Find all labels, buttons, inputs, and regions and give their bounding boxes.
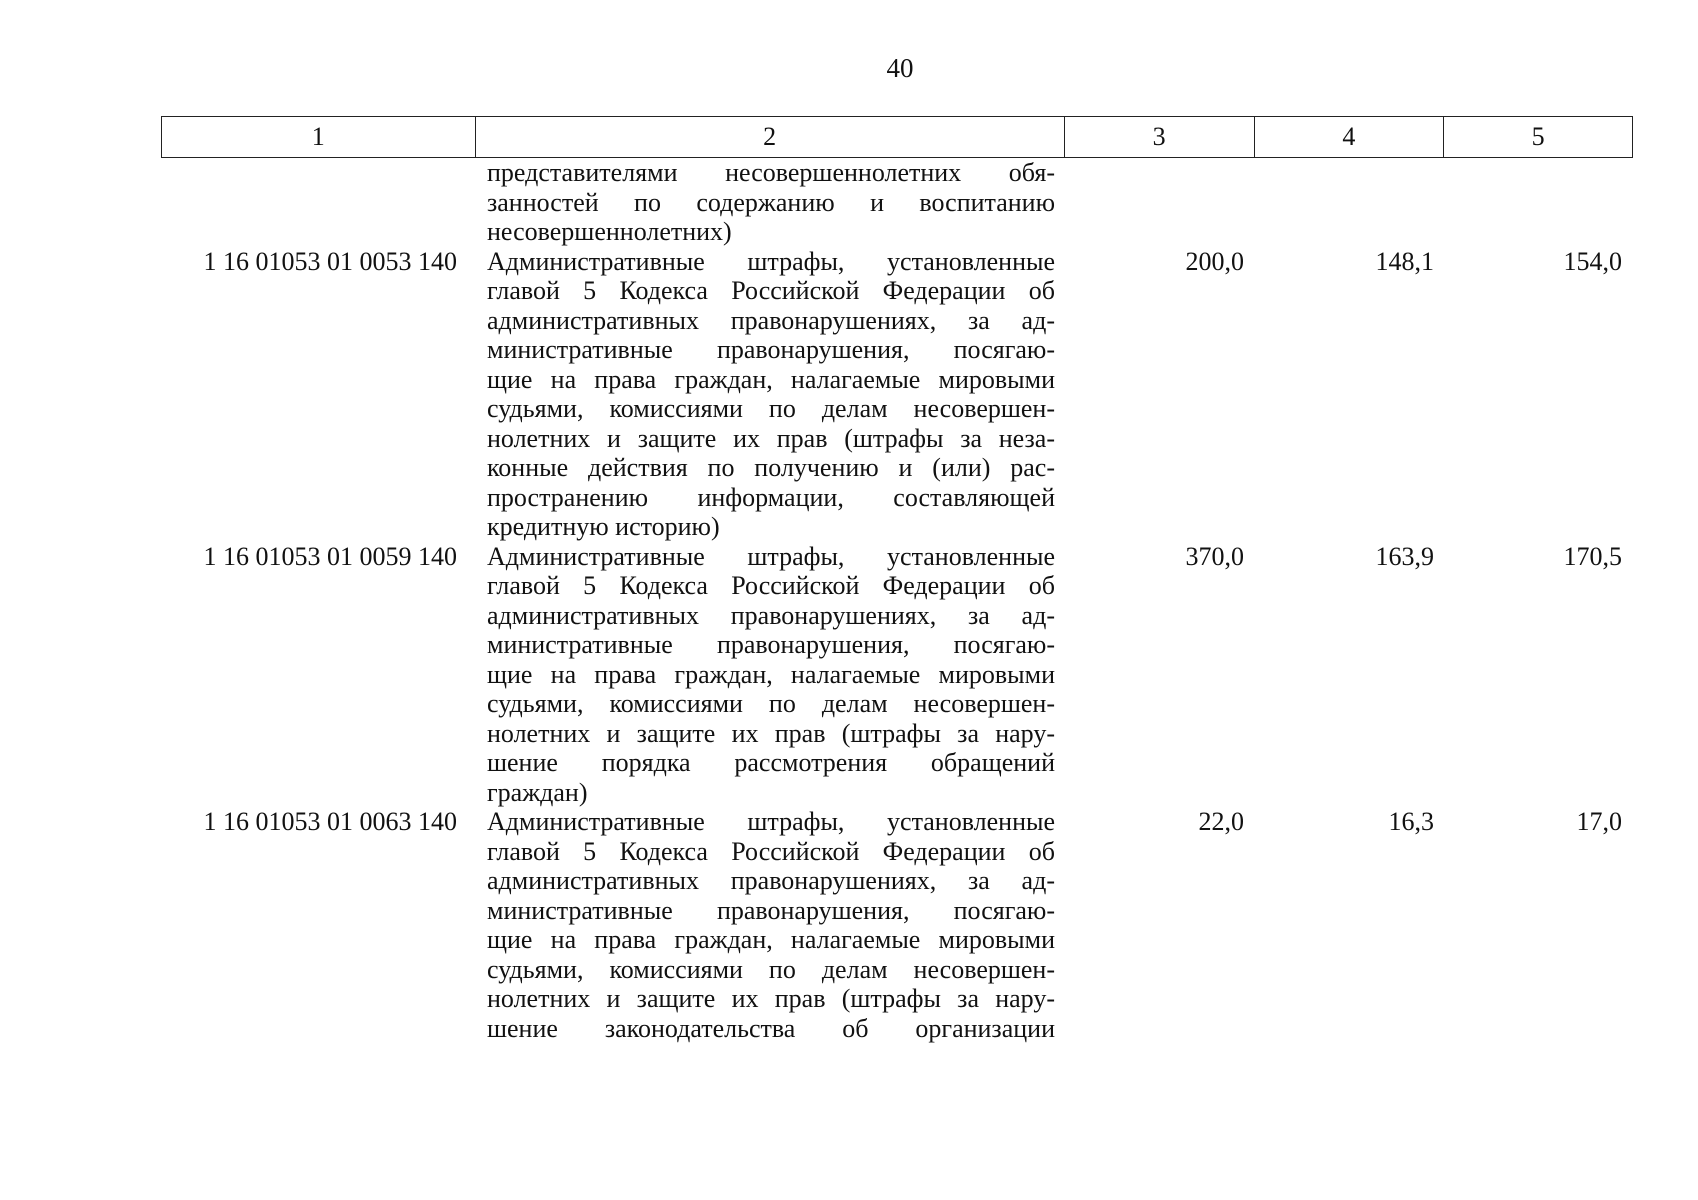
row-code: 1 16 01053 01 0053 140 <box>203 246 457 276</box>
header-col-4: 4 <box>1255 117 1445 157</box>
description-line: несовершеннолетних) <box>487 217 732 246</box>
description-line: шение порядка рассмотрения обращений <box>487 748 1055 777</box>
row-value-5: 154,0 <box>1563 246 1622 276</box>
description-line: представителями несовершеннолетних обя- <box>487 158 1055 187</box>
row-value-5: 170,5 <box>1563 541 1622 571</box>
description-line: пространению информации, составляющей <box>487 482 1055 512</box>
description-line: Административные штрафы, установленные <box>487 246 1055 276</box>
budget-table <box>161 116 1633 1043</box>
description-line: кредитную историю) <box>487 512 720 541</box>
description-line: нолетних и защите их прав (штрафы за неза- <box>487 423 1055 453</box>
description-line: административных правонарушениях, за ад- <box>487 600 1055 630</box>
table-row <box>161 807 1633 1043</box>
description-line: Административные штрафы, установленные <box>487 541 1055 571</box>
description-line: занностей по содержанию и воспитанию <box>487 187 1055 217</box>
description-line: судьями, комиссиями по делам несовершен- <box>487 689 1055 718</box>
row-description <box>475 542 1065 808</box>
description-line: судьями, комиссиями по делам несовершен- <box>487 954 1055 984</box>
row-value-4: 163,9 <box>1375 541 1434 571</box>
description-line: щие на права граждан, налагаемые мировыми <box>487 659 1055 689</box>
page-number: 40 <box>886 53 914 83</box>
description-line: щие на права граждан, налагаемые мировыми <box>487 364 1055 394</box>
table-header-row <box>161 116 1633 158</box>
row-description <box>475 158 1065 247</box>
row-value-3: 200,0 <box>1185 246 1244 276</box>
row-description <box>475 807 1065 1043</box>
description-line: судьями, комиссиями по делам несовершен- <box>487 394 1055 423</box>
table-row <box>161 542 1633 808</box>
description-line: главой 5 Кодекса Российской Федерации об <box>487 836 1055 866</box>
description-line: нолетних и защите их прав (штрафы за нару- <box>487 718 1055 748</box>
description-line: министративные правонарушения, посягаю- <box>487 335 1055 364</box>
row-value-3: 22,0 <box>1198 807 1244 836</box>
header-col-2: 2 <box>476 117 1065 157</box>
description-line: главой 5 Кодекса Российской Федерации об <box>487 571 1055 600</box>
row-description <box>475 247 1065 542</box>
description-line: министративные правонарушения, посягаю- <box>487 630 1055 659</box>
table-row-continuation <box>161 158 1633 247</box>
row-value-3: 370,0 <box>1185 541 1244 571</box>
description-line: административных правонарушениях, за ад- <box>487 866 1055 895</box>
description-line: шение законодательства об организации <box>487 1013 1055 1043</box>
description-line: Административные штрафы, установленные <box>487 807 1055 836</box>
description-line: конные действия по получению и (или) рас- <box>487 453 1055 482</box>
row-value-5: 17,0 <box>1576 807 1622 836</box>
row-value-4: 148,1 <box>1375 246 1434 276</box>
header-col-5: 5 <box>1531 122 1545 151</box>
header-col-3: 3 <box>1065 117 1255 157</box>
row-code: 1 16 01053 01 0063 140 <box>203 807 457 836</box>
header-col-1: 1 <box>162 117 476 157</box>
description-line: щие на права граждан, налагаемые мировыми <box>487 925 1055 954</box>
description-line: министративные правонарушения, посягаю- <box>487 895 1055 925</box>
row-value-4: 16,3 <box>1388 807 1434 836</box>
row-code: 1 16 01053 01 0059 140 <box>203 541 457 571</box>
description-line: граждан) <box>487 777 588 807</box>
description-line: главой 5 Кодекса Российской Федерации об <box>487 276 1055 305</box>
table-row <box>161 247 1633 542</box>
description-line: нолетних и защите их прав (штрафы за нару- <box>487 984 1055 1013</box>
description-line: административных правонарушениях, за ад- <box>487 305 1055 335</box>
